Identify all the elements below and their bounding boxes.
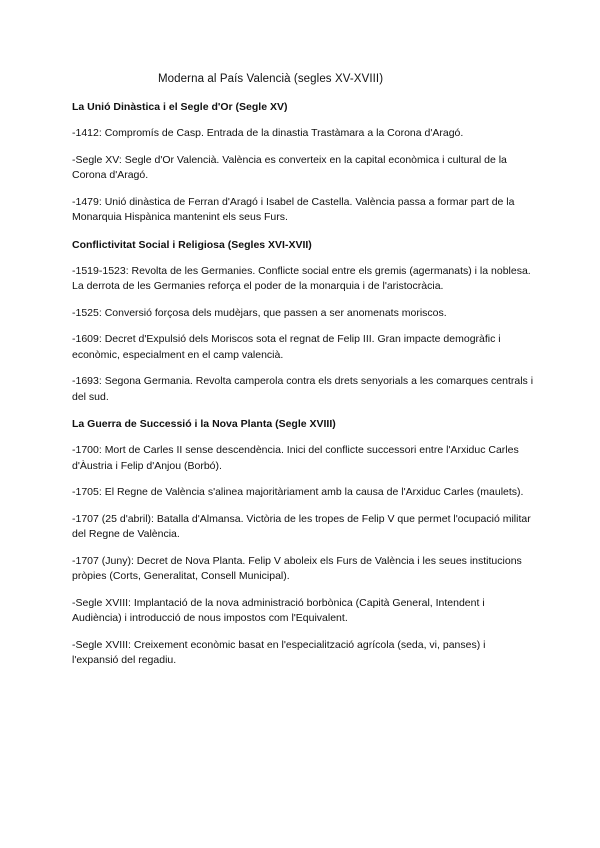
document-title: Moderna al País Valencià (segles XV-XVIII) (158, 73, 384, 85)
timeline-entry: -Segle XV: Segle d'Or Valencià. València es converteix en la capital econòmica i cultural de la Corona d'Aragó. (72, 153, 507, 181)
timeline-entry: -1707 (Juny): Decret de Nova Planta. Felip V aboleix els Furs de València i les seues institucions pròpies (Corts, Generalitat, Consell Municipal). (72, 554, 522, 582)
timeline-entry: -1705: El Regne de València s'alinea majoritàriament amb la causa de l'Arxiduc Carles (maulets). (72, 486, 524, 498)
section-union-dinastica (72, 99, 534, 226)
timeline-entry: -Segle XVIII: Creixement econòmic basat en l'especialització agrícola (seda, vi, panses) i l'expansió del regadiu. (72, 638, 486, 666)
timeline-entry: -1525: Conversió forçosa dels mudèjars, que passen a ser anomenats moriscos. (72, 306, 447, 319)
timeline-entry: -1707 (25 d'abril): Batalla d'Almansa. Victòria de les tropes de Felip V que permet l'ocupació militar del Regne de València. (72, 512, 531, 540)
timeline-entry: -1479: Unió dinàstica de Ferran d'Aragó i Isabel de Castella. València passa a formar part de la Monarquia Hispànica mantenint els seus Furs. (72, 195, 515, 223)
section-conflictivitat (72, 237, 534, 406)
section-heading: La Unió Dinàstica i el Segle d'Or (Segle XV) (72, 101, 288, 113)
timeline-entry: -1609: Decret d'Expulsió dels Moriscos sota el regnat de Felip III. Gran impacte demogràfic i econòmic, especialment en el camp valencià. (72, 333, 501, 361)
document-body (72, 99, 534, 680)
timeline-entry: -1693: Segona Germania. Revolta camperola contra els drets senyorials a les comarques centrals i del sud. (72, 375, 534, 403)
section-guerra-successio (72, 416, 534, 669)
section-heading: Conflictivitat Social i Religiosa (Segles XVI-XVII) (72, 238, 312, 251)
timeline-entry: -Segle XVIII: Implantació de la nova administració borbònica (Capità General, Intendent i Audiència) i introducció de nous impostos com l'Equivalent. (72, 596, 485, 624)
timeline-entry: -1412: Compromís de Casp. Entrada de la dinastia Trastàmara a la Corona d'Aragó. (72, 127, 464, 139)
timeline-entry: -1700: Mort de Carles II sense descendència. Inici del conflicte successori entre l'Arxiduc Carles d'Àustria i Felip d'Anjou (Borbó). (72, 444, 519, 472)
timeline-entry: -1519-1523: Revolta de les Germanies. Conflicte social entre els gremis (agermanats) i la noblesa. La derrota de les Germanies reforça el poder de la monarquia i de l'aristocràcia. (72, 264, 531, 292)
section-heading: La Guerra de Successió i la Nova Planta (Segle XVIII) (72, 418, 336, 430)
